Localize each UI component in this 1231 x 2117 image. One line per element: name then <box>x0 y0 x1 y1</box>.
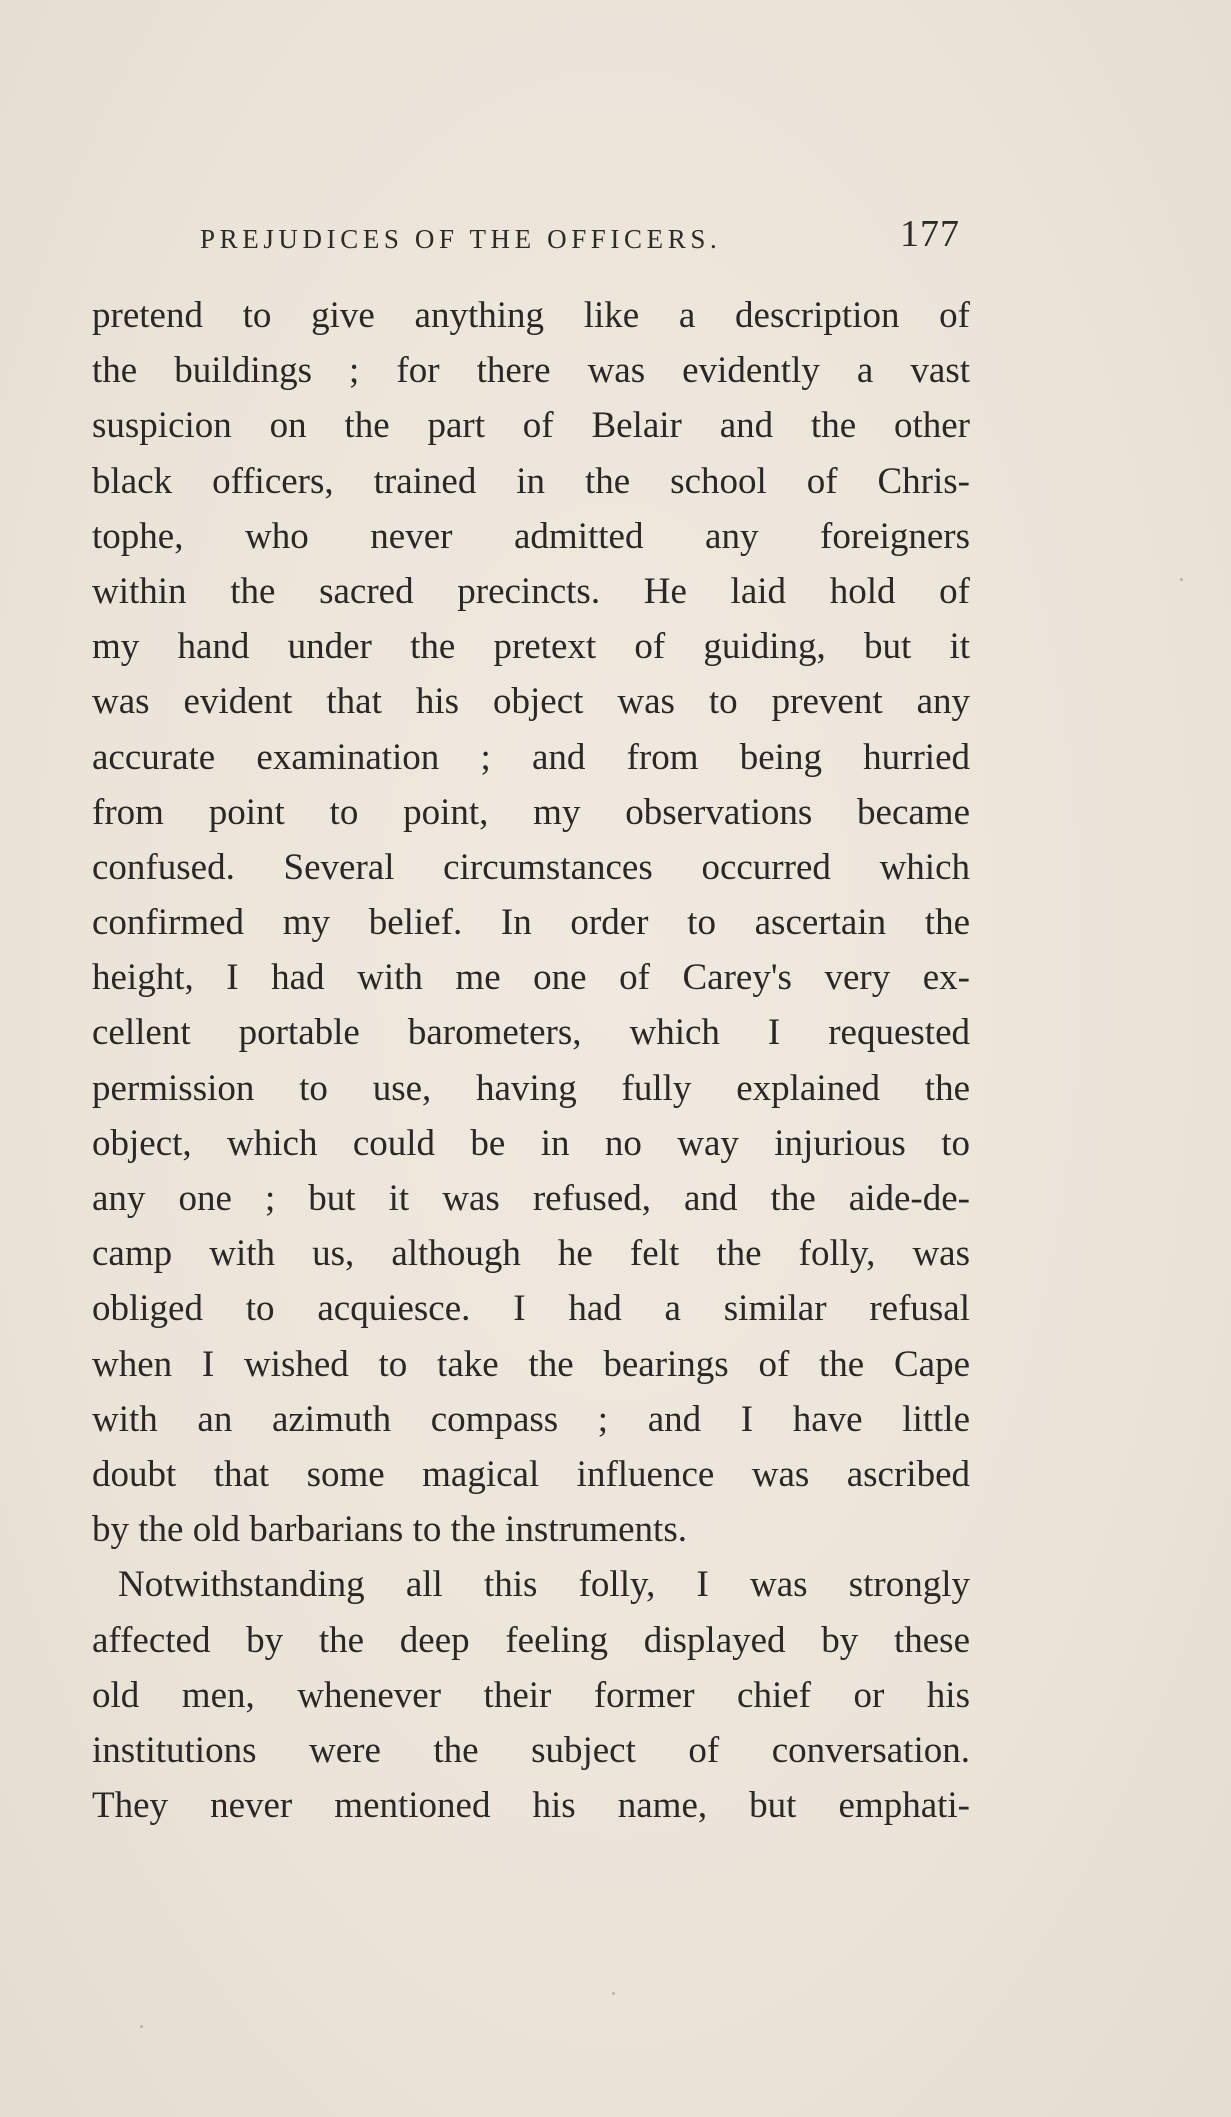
text-line: old men, whenever their former chief or his <box>92 1674 970 1716</box>
text-line: my hand under the pretext of guiding, but it <box>92 626 970 668</box>
paragraph-1 <box>92 288 970 1557</box>
text-line: institutions were the subject of conversation. <box>92 1729 970 1771</box>
text-line: doubt that some magical influence was ascribed <box>92 1453 970 1495</box>
text-line: when I wished to take the bearings of the Cape <box>92 1343 970 1385</box>
text-line: with an azimuth compass ; and I have little <box>92 1398 970 1440</box>
text-line: obliged to acquiesce. I had a similar refusal <box>92 1288 970 1330</box>
text-line: object, which could be in no way injurious to <box>92 1122 970 1164</box>
text-line: height, I had with me one of Carey's very ex- <box>92 957 970 999</box>
text-line: within the sacred precincts. He laid hold of <box>92 570 970 612</box>
body-text <box>92 288 970 1833</box>
text-line: pretend to give anything like a description of <box>92 295 970 336</box>
text-line: confused. Several circumstances occurred which <box>92 846 970 888</box>
text-line: tophe, who never admitted any foreigners <box>92 515 970 557</box>
text-line: any one ; but it was refused, and the aide-de- <box>92 1178 970 1219</box>
text-line: accurate examination ; and from being hurried <box>92 736 970 778</box>
text-line: by the old barbarians to the instruments. <box>92 1509 687 1551</box>
page-number: 177 <box>900 213 960 255</box>
text-line: cellent portable barometers, which I requested <box>92 1012 970 1054</box>
text-line: camp with us, although he felt the folly, was <box>92 1233 970 1275</box>
text-line: confirmed my belief. In order to ascertain the <box>92 902 970 944</box>
paragraph-2 <box>92 1557 970 1833</box>
text-line: the buildings ; for there was evidently a vast <box>92 350 970 392</box>
running-head-title: PREJUDICES OF THE OFFICERS. <box>200 224 722 254</box>
text-line: black officers, trained in the school of Chris- <box>92 460 970 502</box>
text-line: affected by the deep feeling displayed by these <box>92 1619 970 1661</box>
text-line: from point to point, my observations became <box>92 791 970 833</box>
text-line: permission to use, having fully explained the <box>92 1067 970 1109</box>
text-line: They never mentioned his name, but emphati- <box>92 1785 970 1827</box>
text-line: was evident that his object was to prevent any <box>92 681 970 723</box>
text-line: Notwithstanding all this folly, I was strongly <box>118 1564 970 1606</box>
paper-speck <box>140 2025 143 2028</box>
paper-speck <box>1180 578 1183 581</box>
running-head <box>200 212 960 272</box>
paper-speck <box>612 1992 615 1995</box>
text-line: suspicion on the part of Belair and the other <box>92 405 970 447</box>
